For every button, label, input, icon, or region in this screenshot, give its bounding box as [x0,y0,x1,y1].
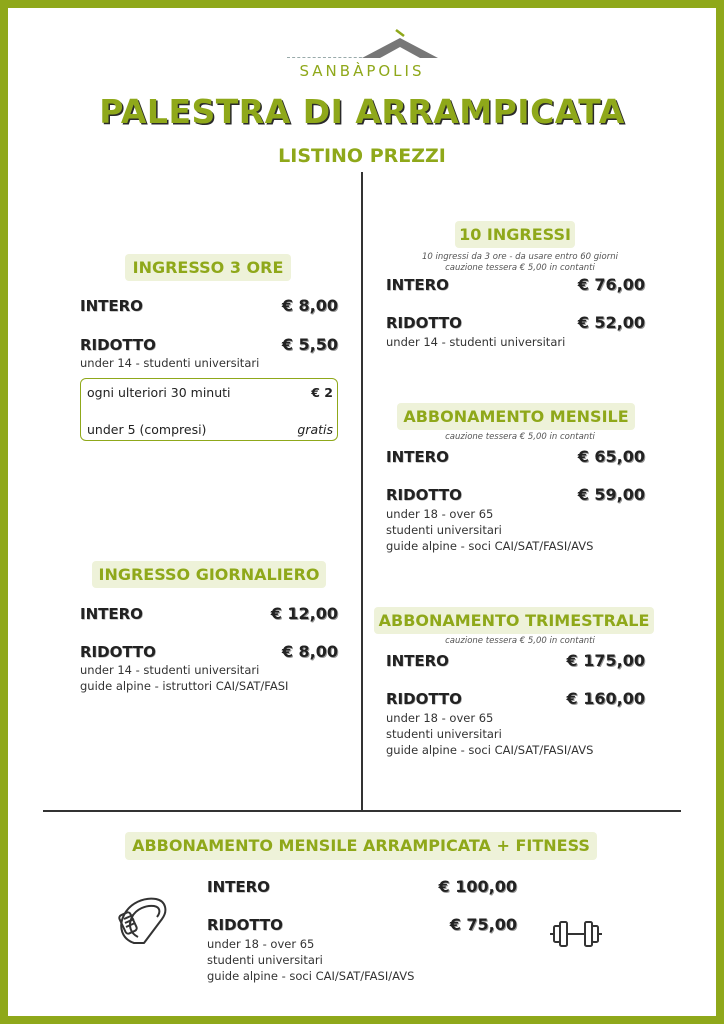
fitness-combo-title: ABBONAMENTO MENSILE ARRAMPICATA + FITNESS [125,832,597,860]
ingresso-giornaliero-title: INGRESSO GIORNALIERO [92,561,326,588]
fitness-ridotto-price: € 75,00 [449,915,517,934]
giornaliero-intero-label: INTERO [80,605,143,623]
page-subtitle: LISTINO PREZZI [278,145,446,167]
fitness-intero-label: INTERO [207,878,270,896]
dieci-ridotto-note: under 14 - studenti universitari [386,335,566,349]
ingresso3-ridotto-note: under 14 - studenti universitari [80,356,260,370]
mensile-note: cauzione tessera € 5,00 in contanti [445,432,595,442]
trimestrale-ridotto-label: RIDOTTO [386,690,462,708]
logo-roof-icon [360,28,440,60]
mensile-ridotto-price: € 59,00 [577,485,645,504]
giornaliero-ridotto-note-2: guide alpine - istruttori CAI/SAT/FASI [80,679,289,693]
horizontal-divider [43,810,681,812]
dumbbell-icon [548,916,604,952]
dieci-ridotto-price: € 52,00 [577,313,645,332]
extra-time-box [80,378,338,441]
mensile-ridotto-note-3: guide alpine - soci CAI/SAT/FASI/AVS [386,539,594,553]
trimestrale-ridotto-price: € 160,00 [566,689,645,708]
trimestrale-ridotto-note-3: guide alpine - soci CAI/SAT/FASI/AVS [386,743,594,757]
fitness-ridotto-label: RIDOTTO [207,916,283,934]
page-title: PALESTRA DI ARRAMPICATA [99,92,625,131]
carabiner-icon [114,893,172,951]
logo-dashed-line [287,57,367,58]
trimestrale-ridotto-note-2: studenti universitari [386,727,502,741]
ingresso-3-ore-title: INGRESSO 3 ORE [125,254,291,281]
extra-30min-label: ogni ulteriori 30 minuti [87,385,231,400]
ingresso3-intero-price: € 8,00 [281,296,338,315]
mensile-intero-price: € 65,00 [577,447,645,466]
fitness-ridotto-note-2: studenti universitari [207,953,323,967]
abbonamento-trimestrale-title: ABBONAMENTO TRIMESTRALE [374,607,654,634]
giornaliero-intero-price: € 12,00 [270,604,338,623]
ingresso3-ridotto-label: RIDOTTO [80,336,156,354]
logo-text: SANBÀPOLIS [299,62,425,80]
fitness-ridotto-note-1: under 18 - over 65 [207,937,315,951]
mensile-ridotto-note-1: under 18 - over 65 [386,507,494,521]
abbonamento-mensile-title: ABBONAMENTO MENSILE [397,403,635,430]
trimestrale-intero-label: INTERO [386,652,449,670]
dieci-intero-label: INTERO [386,276,449,294]
ingresso3-intero-label: INTERO [80,297,143,315]
giornaliero-ridotto-label: RIDOTTO [80,643,156,661]
dieci-note-2: cauzione tessera € 5,00 in contanti [445,263,595,273]
trimestrale-ridotto-note-1: under 18 - over 65 [386,711,494,725]
extra-under5-price: gratis [297,422,333,437]
ingresso3-ridotto-price: € 5,50 [281,335,338,354]
dieci-intero-price: € 76,00 [577,275,645,294]
dieci-ingressi-title: 10 INGRESSI [455,221,575,248]
mensile-ridotto-note-2: studenti universitari [386,523,502,537]
dieci-note-1: 10 ingressi da 3 ore - da usare entro 60 giorni [422,252,618,262]
giornaliero-ridotto-note-1: under 14 - studenti universitari [80,663,260,677]
trimestrale-note: cauzione tessera € 5,00 in contanti [445,636,595,646]
extra-under5-label: under 5 (compresi) [87,422,207,437]
extra-30min-price: € 2 [311,385,333,400]
mensile-intero-label: INTERO [386,448,449,466]
fitness-intero-price: € 100,00 [438,877,517,896]
trimestrale-intero-price: € 175,00 [566,651,645,670]
mensile-ridotto-label: RIDOTTO [386,486,462,504]
giornaliero-ridotto-price: € 8,00 [281,642,338,661]
fitness-ridotto-note-3: guide alpine - soci CAI/SAT/FASI/AVS [207,969,415,983]
vertical-divider [361,172,363,810]
dieci-ridotto-label: RIDOTTO [386,314,462,332]
